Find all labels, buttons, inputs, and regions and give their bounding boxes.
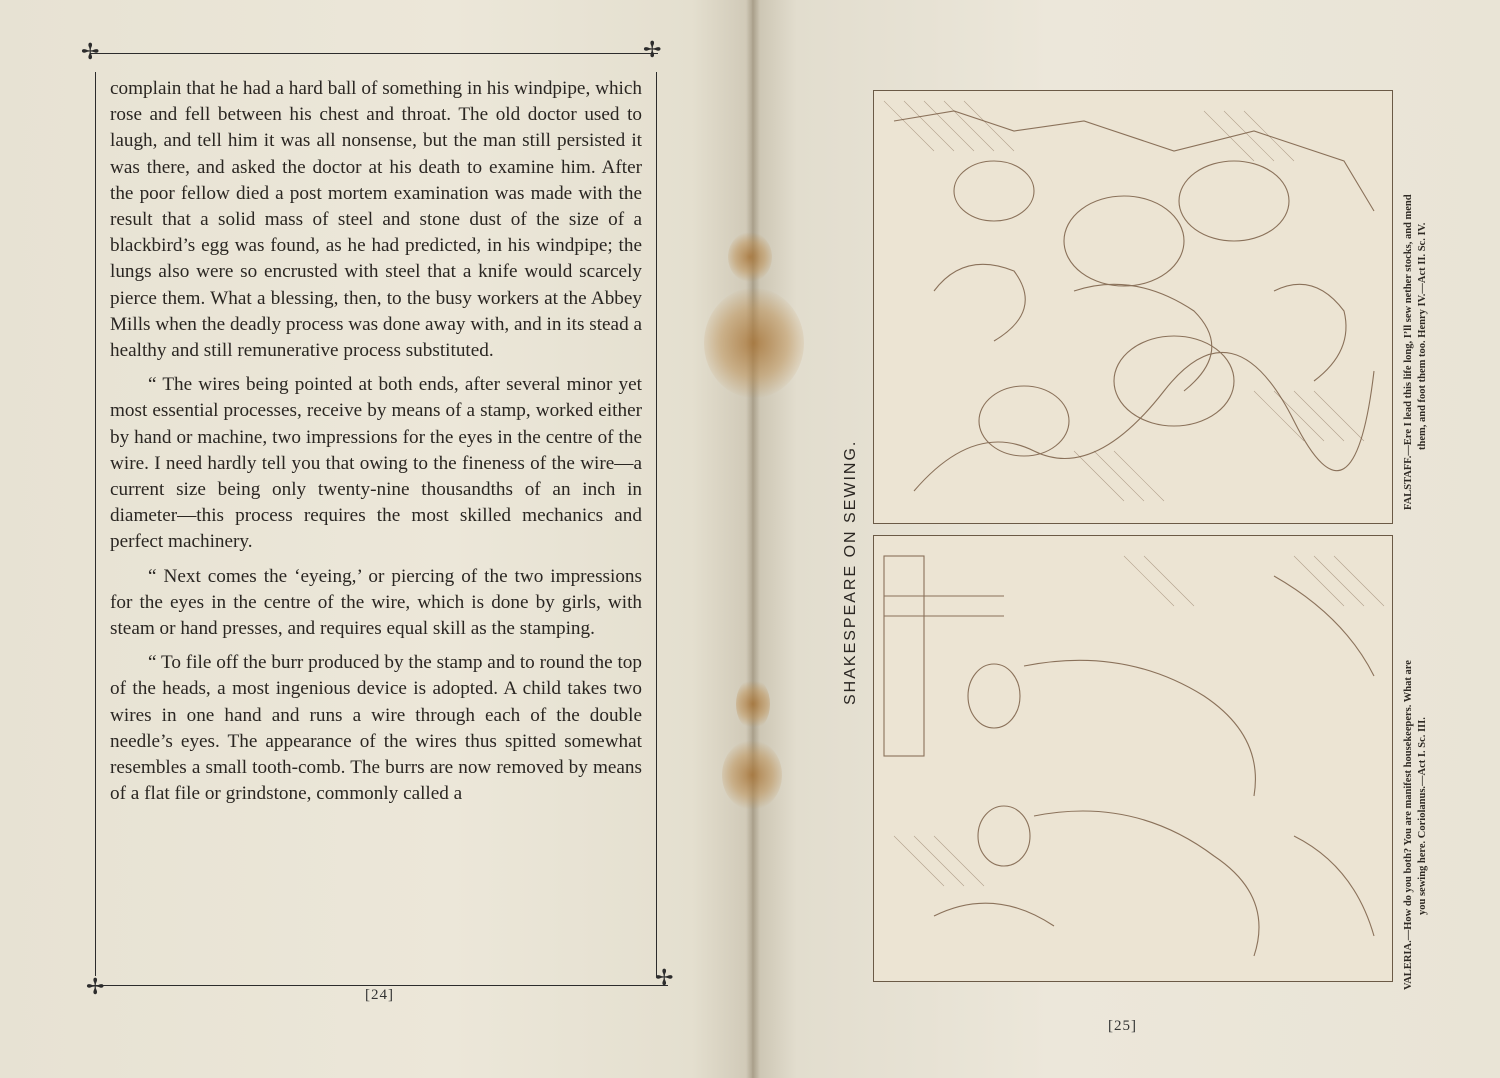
corner-ornament-icon: ✢	[643, 38, 662, 63]
stain-mark	[722, 740, 782, 810]
corner-ornament-icon: ✢	[81, 40, 100, 65]
caption-falstaff-line1: FALSTAFF.—Ere I lead this life long, I’ll sew nether stocks, and mend	[1403, 194, 1414, 510]
gutter-shadow	[746, 0, 760, 1078]
top-rule	[90, 53, 658, 54]
stain-mark	[736, 678, 770, 730]
illustration-valeria	[873, 535, 1393, 982]
paragraph-4: “ To file off the burr produced by the stamp and to round the top of the heads, a most ingenious device is adopted. A child takes two wires in one hand and runs a wire through each of the double needle’s eyes. The appearance of the wires thus spitted somewhat resembles a small tooth-comb. The burrs are now removed by means of a flat file or grindstone, commonly called a	[110, 652, 642, 805]
paragraph-2: “ The wires being pointed at both ends, after several minor yet most essential processes, receive by means of a stamp, worked either by hand or machine, two impressions for the eyes in the centre of the wire. I need hardly tell you that owing to the fineness of the wire—a current size being only twenty-nine thousandths of an inch in diameter—this process requires the most skilled mechanics and perfect machinery.	[110, 374, 642, 553]
caption-falstaff-line2: them, and foot them too. Henry IV.—Act II. Sc. IV.	[1417, 222, 1428, 450]
caption-valeria-line1: VALERIA.—How do you both? You are manifest housekeepers. What are	[1403, 660, 1414, 990]
caption-valeria-line2: you sewing here. Coriolanus.—Act I. Sc. III.	[1417, 717, 1428, 915]
paragraph-3: “ Next comes the ‘eyeing,’ or piercing of the two impressions for the eyes in the centre of the wire, which is done by girls, with steam or hand presses, and requires equal skill as the stamping.	[110, 565, 642, 640]
paragraph-1: complain that he had a hard ball of something in his windpipe, which rose and fell between his chest and throat. The old doctor used to laugh, and tell him it was all nonsense, but the man still persisted it was there, and asked the doctor at his death to examine him. After the poor fellow died a post mortem examination was made with the result that a solid mass of steel and stone dust of the size of a blackbird’s egg was found, as he had predicted, in his windpipe; the lungs also were so encrusted with steel that a knife would scarcely pierce them. What a blessing, then, to the busy workers at the Abbey Mills when the deadly process was done away with, and in its stead a healthy and still remunerative process substituted.	[110, 78, 642, 362]
illustration-falstaff	[873, 90, 1393, 524]
stain-mark	[728, 232, 772, 282]
page-number-left: [24]	[365, 987, 394, 1003]
corner-ornament-icon: ✢	[86, 975, 105, 1000]
stain-mark	[704, 288, 804, 398]
bottom-rule	[90, 985, 668, 986]
body-text	[110, 76, 642, 815]
illustration-title: SHAKESPEARE ON SEWING.	[842, 439, 859, 705]
page-number-right: [25]	[1108, 1018, 1137, 1034]
corner-ornament-icon: ✢	[655, 966, 674, 991]
